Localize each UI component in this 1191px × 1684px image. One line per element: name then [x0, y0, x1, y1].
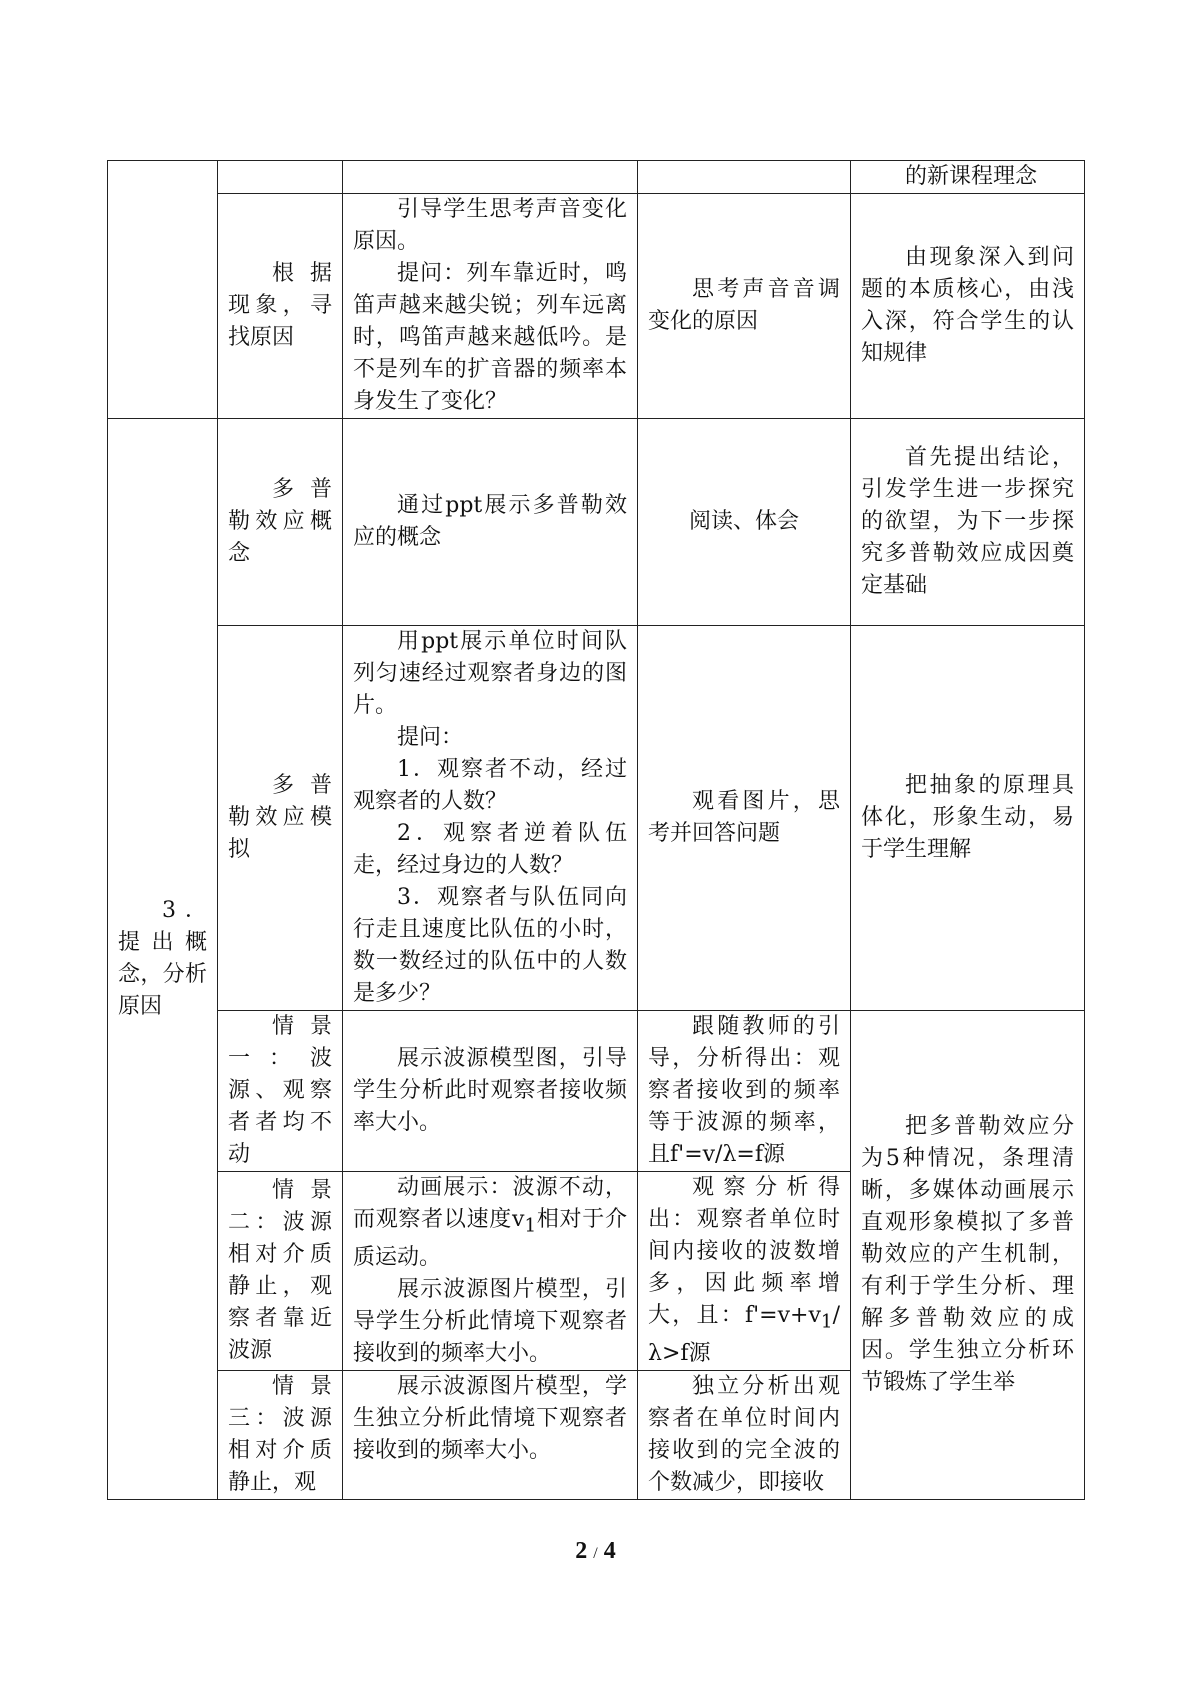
teacher-activity-cell: 用ppt展示单位时间队列匀速经过观察者身边的图片。 提问： 1．观察者不动，经过观察者的人数？ 2．观察者逆着队伍走，经过身边的人数？ 3．观察者与队伍同向行走且速度比队伍的小时，数一数经过的队伍中的人数是多少？	[343, 626, 638, 1011]
design-intent-cell: 把多普勒效应分为5种情况，条理清晰，多媒体动画展示直观形象模拟了多普勒效应的产生机制，有利于学生分析、理解多普勒效应的成因。学生独立分析环节锻炼了学生举	[851, 1011, 1085, 1500]
design-intent-cell: 由现象深入到问题的本质核心，由浅入深，符合学生的认知规律	[851, 194, 1085, 419]
page-separator: /	[593, 1545, 598, 1562]
step-cell: 根据现象，寻找原因	[218, 194, 343, 419]
lesson-plan-table	[107, 160, 1085, 1500]
table-row	[108, 194, 1085, 419]
table-row	[108, 161, 1085, 194]
page-number	[0, 1538, 1191, 1565]
student-activity-cell: 思考声音音调变化的原因	[638, 194, 851, 419]
table-row	[108, 419, 1085, 626]
student-activity-cell: 独立分析出观察者在单位时间内接收到的完全波的个数减少，即接收	[638, 1371, 851, 1500]
teacher-activity-cell	[343, 161, 638, 194]
step-cell	[218, 161, 343, 194]
step-cell: 情景二：波源相对介质静止，观察者靠近波源	[218, 1172, 343, 1371]
student-activity-cell: 跟随教师的引导，分析得出：观察者接收到的频率等于波源的频率，且f'=v/λ=f源	[638, 1011, 851, 1172]
table-row	[108, 626, 1085, 1011]
step-cell: 情景一：波源、观察者者均不动	[218, 1011, 343, 1172]
student-activity-cell	[638, 161, 851, 194]
teacher-activity-cell: 动画展示：波源不动，而观察者以速度$v_1$相对于介质运动。 展示波源图片模型，引导学生分析此情境下观察者接收到的频率大小。	[343, 1172, 638, 1371]
student-activity-cell: 观察分析得出：观察者单位时间内接收的波数增多，因此频率增大，且：$f'=v+v_1/\lambda>f$源	[638, 1172, 851, 1371]
stage-cell: 3．提出概念，分析原因	[108, 419, 218, 1500]
teacher-activity-cell: 通过ppt展示多普勒效应的概念	[343, 419, 638, 626]
current-page: 2	[575, 1538, 588, 1564]
total-pages: 4	[603, 1538, 616, 1564]
teacher-activity-cell: 引导学生思考声音变化原因。 提问：列车靠近时，鸣笛声越来越尖锐；列车远离时，鸣笛声越来越低吟。是不是列车的扩音器的频率本身发生了变化？	[343, 194, 638, 419]
teacher-activity-cell: 展示波源模型图，引导学生分析此时观察者接收频率大小。	[343, 1011, 638, 1172]
design-intent-cell: 把抽象的原理具体化，形象生动，易于学生理解	[851, 626, 1085, 1011]
stage-cell-continued	[108, 161, 218, 419]
design-intent-cell: 的新课程理念	[851, 161, 1085, 194]
table-row	[108, 1011, 1085, 1172]
step-cell: 多普勒效应概念	[218, 419, 343, 626]
teacher-activity-cell: 展示波源图片模型，学生独立分析此情境下观察者接收到的频率大小。	[343, 1371, 638, 1500]
student-activity-cell: 阅读、体会	[638, 419, 851, 626]
design-intent-cell: 首先提出结论，引发学生进一步探究的欲望，为下一步探究多普勒效应成因奠定基础	[851, 419, 1085, 626]
step-cell: 情景三：波源相对介质静止，观	[218, 1371, 343, 1500]
student-activity-cell: 观看图片，思考并回答问题	[638, 626, 851, 1011]
step-cell: 多普勒效应模拟	[218, 626, 343, 1011]
